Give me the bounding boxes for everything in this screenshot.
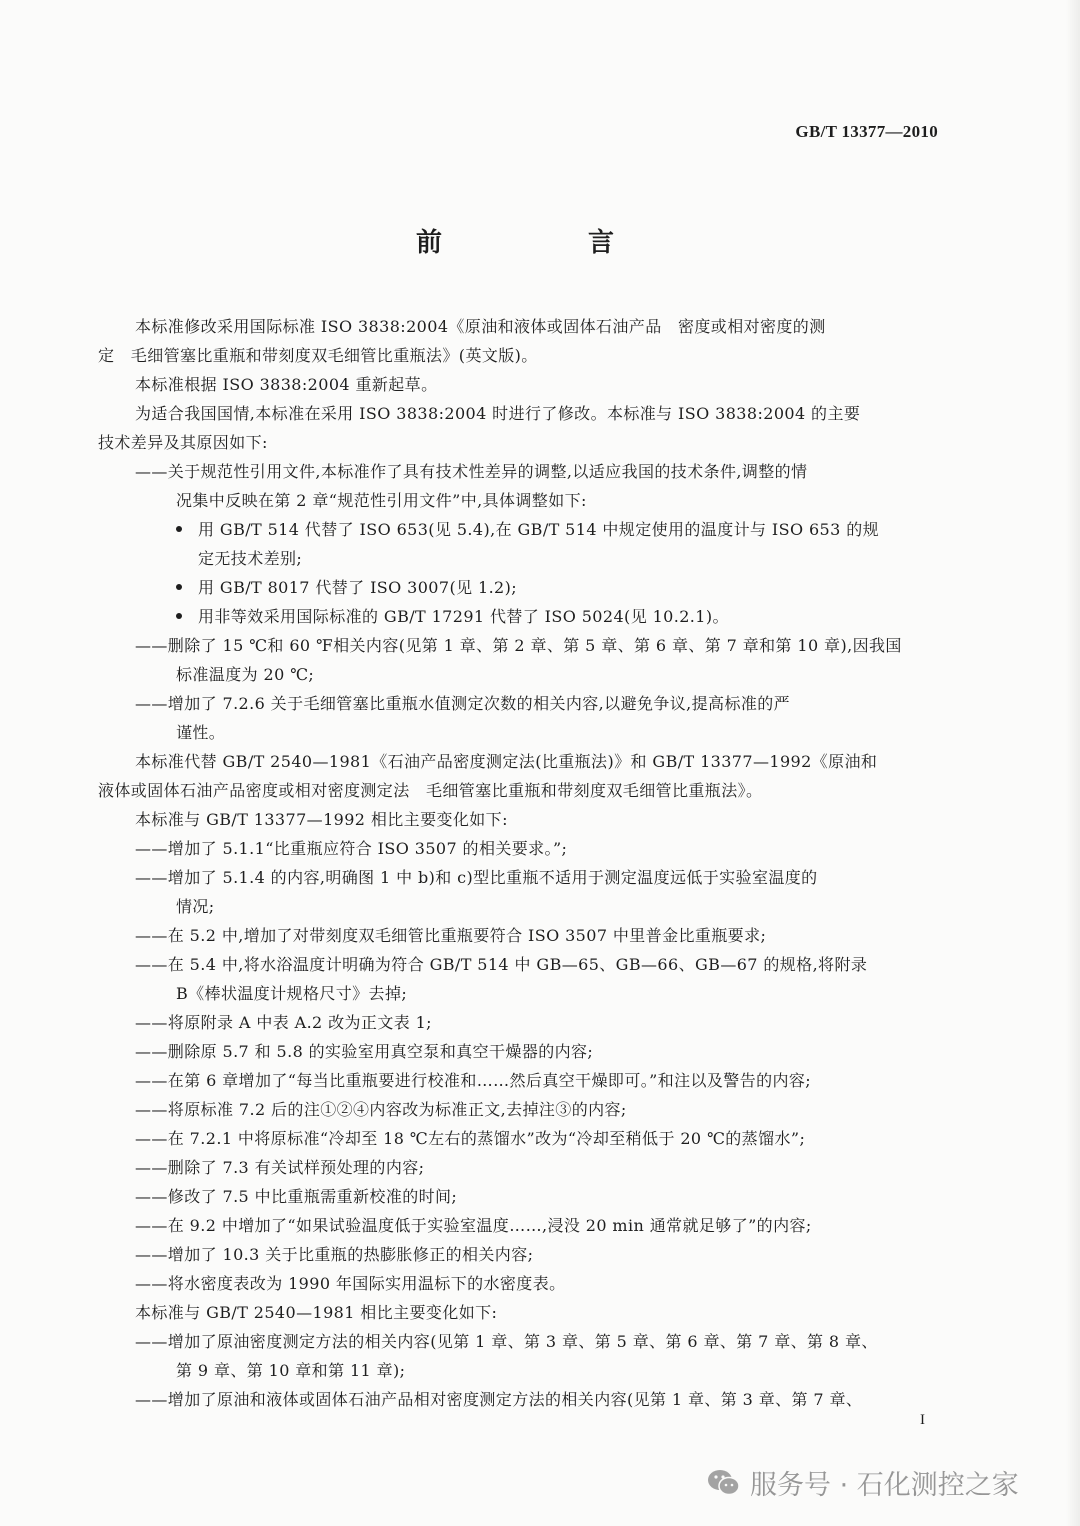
text-line: 第 9 章、第 10 章和第 11 章); [176,1361,406,1380]
text-line: ——在 5.2 中,增加了对带刻度双毛细管比重瓶要符合 ISO 3507 中里普金比重瓶要求; [135,926,767,945]
text-line: 定无技术差别; [198,549,303,568]
text-line [98,602,940,631]
bullet-dot-icon [176,584,182,590]
page-edge-shadow [1066,0,1080,1526]
wechat-icon [706,1468,742,1498]
text-line [98,515,940,544]
text-line: ——删除了 7.3 有关试样预处理的内容; [135,1158,425,1177]
text-line: ——增加了原油和液体或固体石油产品相对密度测定方法的相关内容(见第 1 章、第 3 章、第 7 章、 [135,1390,863,1409]
text-line: 情况; [176,897,215,916]
watermark-text: 服务号 · 石化测控之家 [750,1470,1019,1501]
text-line: ——将原附录 A 中表 A.2 改为正文表 1; [135,1013,432,1032]
text-line: 液体或固体石油产品密度或相对密度测定法 毛细管塞比重瓶和带刻度双毛细管比重瓶法》。 [98,781,763,800]
text-line: 定 毛细管塞比重瓶和带刻度双毛细管比重瓶法》(英文版)。 [98,346,538,365]
text-line: ——在 5.4 中,将水浴温度计明确为符合 GB/T 514 中 GB—65、GB—66、GB—67 的规格,将附录 [135,955,868,974]
text-line: ——在第 6 章增加了“每当比重瓶要进行校准和……然后真空干燥即可。”和注以及警告的内容; [135,1071,812,1090]
text-line: ——修改了 7.5 中比重瓶需重新校准的时间; [135,1187,458,1206]
text-line: ——将水密度表改为 1990 年国际实用温标下的水密度表。 [135,1274,566,1293]
standard-code: GB/T 13377—2010 [795,122,938,141]
text-line: 本标准修改采用国际标准 ISO 3838:2004《原油和液体或固体石油产品 密度或相对密度的测 [135,317,826,336]
text-line: 标准温度为 20 ℃; [176,665,315,684]
foreword-body [98,312,940,1414]
bullet-dot-icon [176,526,182,532]
text-line: ——增加了 5.1.1“比重瓶应符合 ISO 3507 的相关要求。”; [135,839,568,858]
text-line: ——增加了原油密度测定方法的相关内容(见第 1 章、第 3 章、第 5 章、第 6 章、第 7 章、第 8 章、 [135,1332,878,1351]
text-line: 本标准代替 GB/T 2540—1981《石油产品密度测定法(比重瓶法)》和 GB/T 13377—1992《原油和 [135,752,878,771]
text-line: 本标准与 GB/T 13377—1992 相比主要变化如下: [135,810,508,829]
text-line: 本标准与 GB/T 2540—1981 相比主要变化如下: [135,1303,498,1322]
text-line: ——增加了 7.2.6 关于毛细管塞比重瓶水值测定次数的相关内容,以避免争议,提高标准的严 [135,694,791,713]
text-line: ——关于规范性引用文件,本标准作了具有技术性差异的调整,以适应我国的技术条件,调整的情 [135,462,808,481]
bullet-dot-icon [176,613,182,619]
text-line: ——增加了 5.1.4 的内容,明确图 1 中 b)和 c)型比重瓶不适用于测定温度远低于实验室温度的 [135,868,818,887]
text-line: 况集中反映在第 2 章“规范性引用文件”中,具体调整如下: [176,491,587,510]
text-line: ——将原标准 7.2 后的注①②④内容改为标准正文,去掉注③的内容; [135,1100,627,1119]
text-line: 技术差异及其原因如下: [98,433,268,452]
text-line [98,573,940,602]
text-line: ——在 9.2 中增加了“如果试验温度低于实验室温度……,浸没 20 min 通常就足够了”的内容; [135,1216,812,1235]
text-line: 为适合我国国情,本标准在采用 ISO 3838:2004 时进行了修改。本标准与 ISO 3838:2004 的主要 [135,404,861,423]
watermark [706,1463,1019,1502]
bullet-text: 用 GB/T 514 代替了 ISO 653(见 5.4),在 GB/T 514 中规定使用的温度计与 ISO 653 的规 [198,520,880,539]
text-line: ——在 7.2.1 中将原标准“冷却至 18 ℃左右的蒸馏水”改为“冷却至稍低于 20 ℃的蒸馏水”; [135,1129,806,1148]
text-line: ——删除了 15 ℃和 60 ℉相关内容(见第 1 章、第 2 章、第 5 章、第 6 章、第 7 章和第 10 章),因我国 [135,636,902,655]
bullet-text: 用非等效采用国际标准的 GB/T 17291 代替了 ISO 5024(见 10.2.1)。 [198,607,729,626]
text-line: 谨性。 [176,723,226,742]
text-line: ——删除原 5.7 和 5.8 的实验室用真空泵和真空干燥器的内容; [135,1042,594,1061]
text-line: 本标准根据 ISO 3838:2004 重新起草。 [135,375,438,394]
page-number: I [920,1412,925,1428]
text-line: ——增加了 10.3 关于比重瓶的热膨胀修正的相关内容; [135,1245,534,1264]
page-title: 前 言 [415,228,674,258]
bullet-text: 用 GB/T 8017 代替了 ISO 3007(见 1.2); [198,578,518,597]
text-line: B《棒状温度计规格尺寸》去掉; [176,984,408,1003]
